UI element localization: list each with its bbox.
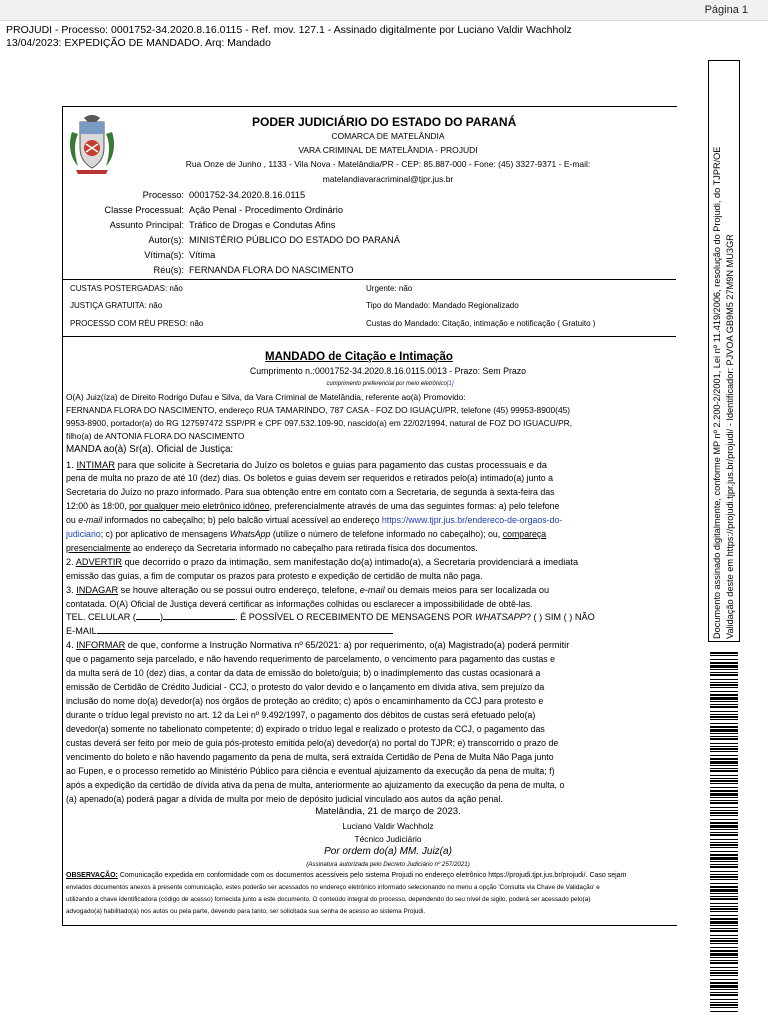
observacao-line-2: enviados documentos anexos à presente comunicação, estes poderão ser acessados no endereço eletrônico informado selecionando no menu a opção 'Consulta via Chave de Validação' e: [66, 884, 600, 891]
item-4-line-11: após a expedição da certidão de dívida ativa da pena de multa, anteriormente ao ajuizamento da execução da pena de multa, o: [66, 780, 565, 790]
cumprimento-line: Cumprimento n.:0001752-34.2020.8.16.0115.0013 - Prazo: Sem Prazo: [249, 366, 527, 376]
field-label-vitima: Vítima(s):: [144, 250, 184, 260]
item-4-line-7: devedor(a) somente no tabelionato competente; d) expirado o tríduo legal e realizado o protesto da CCJ, o pagamento das: [66, 724, 545, 734]
item-1-line-3: Secretaria do Juízo no prazo informado. Para sua obtenção entre em contato com a Secretaria, de segunda à sexta-feira das: [66, 487, 555, 497]
party-line-3: filho(a) de ANTONIA FLORA DO NASCIMENTO: [66, 431, 245, 441]
field-value-vitima: Vítima: [189, 250, 216, 260]
observacao-line-1: OBSERVAÇÃO: Comunicação expedida em conformidade com os documentos acessíveis pelo sistema Projudi no endereço eletrônico https://projudi.tjpr.jus.br/projudi/. Caso sejam: [66, 872, 627, 879]
court-email: matelandiavaracriminal@tjpr.jus.br: [322, 174, 454, 184]
page-number-label: Página 1: [704, 4, 748, 16]
field-label-assunto: Assunto Principal:: [109, 220, 184, 230]
item-4-line-9: vencimento do boleto e não havendo pagamento da pena de multa, será extraída Certidão de Pena de Multa Não Paga junto: [66, 752, 554, 762]
court-address: Rua Onze de Junho , 1133 - Vila Nova - Matelândia/PR - CEP: 85.887-000 - Fone: (45) 3327-9371 - E-mail:: [185, 159, 591, 169]
flag-tipo-mandado: Tipo do Mandado: Mandado Regionalizado: [366, 301, 519, 310]
viewer-toolbar: [0, 0, 768, 21]
party-line-2: 9953-8900, portador(a) do RG 127597472 SSP/PR e CPF 097.532.109-90, nascido(a) em 22/02/1994, natural de FOZ DO IGUACU/PR,: [66, 418, 573, 428]
item-1-line-4: 12:00 às 18:00, por qualquer meio eletrônico idôneo, preferencialmente através de uma das seguintes formas: a) pelo telefone: [66, 501, 560, 511]
flag-custas-mandado: Custas do Mandado: Citação, intimação e notificação ( Gratuito ): [366, 319, 596, 328]
item-4-line-12: (a) apenado(a) poderá pagar a dívida de multa por meio de depósito judicial vinculado aos autos da ação penal.: [66, 794, 503, 804]
item-4-line-4: emissão de Certidão de Crédito Judicial - CCJ, o protesto do valor devido e o lançamento em dívida ativa, sem prejuízo da: [66, 682, 545, 692]
court-title: PODER JUDICIÁRIO DO ESTADO DO PARANÁ: [252, 115, 517, 129]
field-label-reu: Réu(s):: [153, 265, 184, 275]
signer-role: Técnico Judiciário: [354, 834, 422, 844]
email-line: E-MAIL: [66, 625, 393, 638]
item-4-line-5: inclusão do nome do(a) devedor(a) nos órgãos de proteção ao crédito; c) após o encaminhamento da CCJ para protesto e: [66, 696, 544, 706]
field-value-reu: FERNANDA FLORA DO NASCIMENTO: [189, 265, 354, 275]
item-1-line-2: pena de multa no prazo de até 10 (dez) dias. Os boletos e guias devem ser requeridos e retirados pelo(a) intimado(a) junto a: [66, 473, 554, 483]
field-value-processo: 0001752-34.2020.8.16.0115: [189, 190, 306, 200]
validation-side-line-1: Documento assinado digitalmente, conforme MP nº 2.200-2/2001, Lei nº 11.419/2006, resolução do Projudi, do TJPR/OE: [712, 146, 722, 639]
item-1-line-1: 1. INTIMAR para que solicite à Secretaria do Juízo os boletos e guias para pagamento das custas processuais e da: [66, 459, 548, 470]
manda-line: MANDA ao(à) Sr(a). Oficial de Justiça:: [66, 444, 234, 455]
item-2-line-1: 2. ADVERTIR que decorrido o prazo da intimação, sem manifestação do(a) intimado(a), a Secretaria providenciará a imediata: [66, 557, 579, 567]
item-2-line-2: emissão das guias, a fim de computar os prazos para protesto e expedição de certidão de multa não paga.: [66, 571, 483, 581]
item-4-line-6: durante o tríduo legal previsto no art. 12 da Lei nº 9.492/1997, o pagamento dos débitos de custas será efetuado pelo(a): [66, 710, 536, 720]
footnote-link[interactable]: [1]: [446, 381, 454, 387]
flag-urgente: Urgente: não: [366, 284, 413, 293]
field-value-assunto: Tráfico de Drogas e Condutas Afins: [189, 220, 336, 230]
authorized-line: (Assinatura autorizada pelo Decreto Judiciário nº 257/2021): [306, 861, 470, 868]
signature-date: Matelândia, 21 de março de 2023.: [315, 806, 461, 817]
item-1-line-5: ou e-mail informados no cabeçalho; b) pelo balcão virtual acessível ao endereço https://www.tjpr.jus.br/endereco-de-orgaos-do-: [66, 515, 563, 525]
signature-header-line-2: 13/04/2023: EXPEDIÇÃO DE MANDADO. Arq: Mandado: [6, 37, 271, 49]
flag-justica-gratuita: JUSTIÇA GRATUITA: não: [70, 301, 163, 310]
field-label-processo: Processo:: [142, 190, 184, 200]
item-1-line-7: presencialmente ao endereço da Secretaria informado no cabeçalho para retirada física dos documentos.: [66, 543, 478, 553]
validation-side-line-2: Validação deste em https://projudi.tjpr.jus.br/projudi/ - Identificador: PJVOA GB9M5 27M9N MU3GR: [725, 234, 735, 639]
divider: [62, 336, 676, 337]
item-1-line-6: judiciario; c) por aplicativo de mensagens WhatsApp (utilize o número de telefone informado no cabeçalho); ou, compareça: [66, 529, 547, 539]
observacao-line-3: utilizando a chave identificadora (código de acesso) fornecida junto a este documento. O conteúdo integral do processo, dependendo do seu nível de sigilo, poderá ser acessado pelo(a): [66, 896, 591, 903]
tel-celular-line: TEL. CELULAR ( ) . É POSSÍVEL O RECEBIMENTO DE MENSAGENS POR WHATSAPP? ( ) SIM ( ) NÃO: [66, 612, 595, 622]
field-label-classe: Classe Processual:: [104, 205, 184, 215]
field-value-classe: Ação Penal - Procedimento Ordinário: [189, 205, 343, 215]
intro-line: O(A) Juiz(íza) de Direito Rodrigo Dufau e Silva, da Vara Criminal de Matelândia, referente ao(à) Promovido:: [66, 392, 466, 402]
item-4-line-10: ao Fupen, e o processo remetido ao Ministério Público para ciência e eventual ajuizamento da execução da pena de multa; f): [66, 766, 555, 776]
item-3-line-1: 3. INDAGAR se houve alteração ou se possui outro endereço, telefone, e-mail ou demais meios para ser localizada ou: [66, 585, 550, 595]
preferencial-note: cumprimento preferencial por meio eletrônico[1]: [326, 381, 454, 387]
flag-reu-preso: PROCESSO COM RÉU PRESO: não: [70, 319, 204, 328]
item-3-line-2: contatada. O(A) Oficial de Justiça deverá certificar as informações colhidas ou esclarecer a impossibilidade de obtê-las.: [66, 599, 533, 609]
party-line-1: FERNANDA FLORA DO NASCIMENTO, endereço RUA TAMARINDO, 787 CASA - FOZ DO IGUAÇU/PR, telefone (45) 99953-8900(45): [66, 405, 571, 415]
flag-custas-postergadas: CUSTAS POSTERGADAS: não: [70, 284, 183, 293]
endereco-orgaos-link[interactable]: https://www.tjpr.jus.br/endereco-de-orgaos-do-: [381, 515, 563, 525]
item-4-line-3: da multa será de 10 (dez) dias, a contar da data de emissão do boleto/guia; b) o inadimplemento das custas ocasionará a: [66, 668, 541, 678]
validation-side-box: [708, 60, 740, 642]
comarca-line: COMARCA DE MATELÂNDIA: [331, 131, 445, 141]
signature-header-line-1: PROJUDI - Processo: 0001752-34.2020.8.16.0115 - Ref. mov. 127.1 - Assinado digitalmente por Luciano Valdir Wachholz: [6, 24, 572, 36]
by-order-line: Por ordem do(a) MM. Juiz(a): [324, 846, 452, 857]
observacao-line-4: advogado(a) habilitado(a) nos autos ou pela parte, devendo para tanto, ser solicitada sua senha de acesso ao sistema Projudi.: [66, 908, 426, 915]
mandado-title: MANDADO de Citação e Intimação: [265, 351, 453, 363]
field-value-autor: MINISTÉRIO PÚBLICO DO ESTADO DO PARANÁ: [189, 235, 400, 245]
parana-coat-of-arms-icon: [66, 114, 118, 176]
divider: [62, 279, 676, 280]
signer-name: Luciano Valdir Wachholz: [342, 821, 434, 831]
barcode-icon: [710, 652, 738, 1012]
field-label-autor: Autor(s):: [148, 235, 184, 245]
vara-line: VARA CRIMINAL DE MATELÂNDIA - PROJUDI: [298, 145, 478, 155]
item-4-line-1: 4. INFORMAR de que, conforme a Instrução Normativa nº 65/2021: a) por requerimento, o(a) Magistrado(a) poderá permitir: [66, 640, 570, 650]
item-4-line-2: que o pagamento seja parcelado, e não havendo requerimento de parcelamento, o vencimento para pagamento das custas e: [66, 654, 556, 664]
item-4-line-8: custas deverá ser feito por meio de guia pós-protesto emitida pelo(a) devedor(a) no portal do TJPR; e) transcorrido o prazo de: [66, 738, 559, 748]
endereco-orgaos-link-cont[interactable]: judiciario: [66, 529, 101, 539]
